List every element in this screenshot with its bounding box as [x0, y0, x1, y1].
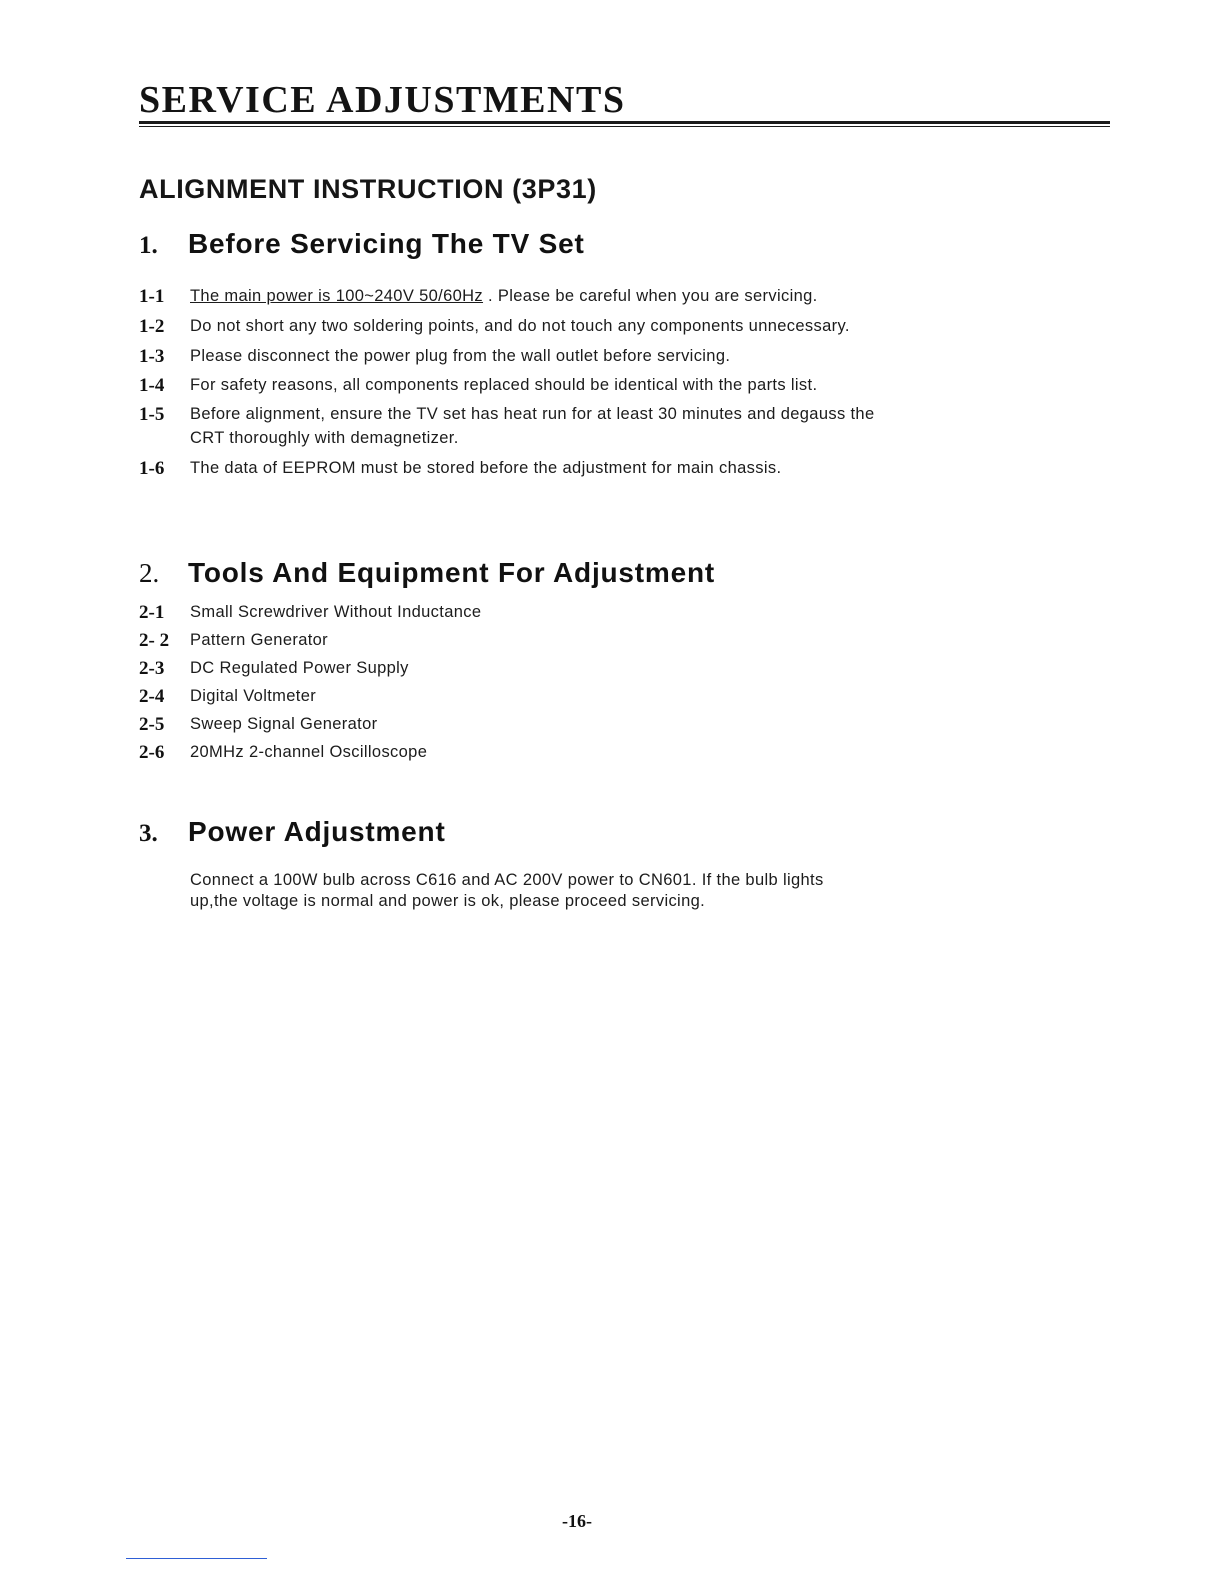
page-title: SERVICE ADJUSTMENTS [139, 79, 626, 121]
power-adjustment-paragraph [190, 870, 970, 912]
paragraph-line-2: up,the voltage is normal and power is ok, please proceed servicing. [190, 892, 706, 910]
list-item [139, 346, 1039, 375]
title-rule-thick [139, 121, 1110, 124]
section-2-heading [139, 557, 715, 593]
item-text-continued: CRT thoroughly with demagnetizer. [190, 429, 459, 447]
item-text: Pattern Generator [190, 631, 329, 649]
item-number: 2-1 [139, 602, 165, 623]
main-power-spec: The main power is 100~240V 50/60Hz [190, 287, 484, 305]
list-item [139, 458, 1039, 487]
section-2-title: Tools And Equipment For Adjustment [188, 557, 716, 588]
item-number: 1-3 [139, 346, 165, 367]
item-text: Before alignment, ensure the TV set has heat run for at least 30 minutes and degauss the [190, 405, 875, 423]
item-text-rest: . Please be careful when you are servicing. [483, 287, 818, 305]
list-item [139, 404, 1039, 458]
item-number: 2-3 [139, 658, 165, 679]
section-2-number: 2. [139, 558, 160, 588]
section-1-heading [139, 228, 585, 264]
list-item [139, 602, 1039, 630]
list-item [139, 658, 1039, 686]
item-number: 2- 2 [139, 630, 170, 651]
section-1-title: Before Servicing The TV Set [188, 228, 585, 259]
item-text: Small Screwdriver Without Inductance [190, 603, 482, 621]
item-number: 2-6 [139, 742, 165, 763]
item-text: 20MHz 2-channel Oscilloscope [190, 743, 428, 761]
item-text [190, 287, 818, 306]
item-text: Sweep Signal Generator [190, 715, 378, 733]
list-item [139, 742, 1039, 770]
item-number: 1-4 [139, 375, 165, 396]
list-item [139, 630, 1039, 658]
section-3-heading [139, 816, 446, 852]
list-item [139, 286, 1039, 316]
item-number: 1-6 [139, 458, 165, 479]
section-1-number: 1. [139, 232, 158, 259]
section-2-list [139, 602, 1039, 770]
item-text: DC Regulated Power Supply [190, 659, 409, 677]
item-text: For safety reasons, all components replaced should be identical with the parts list. [190, 376, 818, 394]
paragraph-line-1: Connect a 100W bulb across C616 and AC 200V power to CN601. If the bulb lights [190, 871, 824, 889]
section-3-title: Power Adjustment [188, 816, 446, 847]
list-item [139, 316, 1039, 346]
item-text: Do not short any two soldering points, and do not touch any components unnecessary. [190, 317, 850, 335]
item-number: 1-5 [139, 404, 165, 425]
item-text: Digital Voltmeter [190, 687, 317, 705]
item-number: 2-5 [139, 714, 165, 735]
item-text: Please disconnect the power plug from the wall outlet before servicing. [190, 347, 731, 365]
list-item [139, 714, 1039, 742]
section-1-list [139, 286, 1039, 487]
item-number: 1-1 [139, 286, 165, 307]
item-text: The data of EEPROM must be stored before the adjustment for main chassis. [190, 459, 782, 477]
alignment-instruction-heading: ALIGNMENT INSTRUCTION (3P31) [139, 174, 597, 204]
item-number: 1-2 [139, 316, 165, 337]
footer-link-underline [126, 1558, 267, 1559]
list-item [139, 686, 1039, 714]
list-item [139, 375, 1039, 404]
page-number: -16- [562, 1511, 592, 1531]
title-rule-thin [139, 126, 1110, 127]
section-3-number: 3. [139, 820, 158, 847]
item-number: 2-4 [139, 686, 165, 707]
